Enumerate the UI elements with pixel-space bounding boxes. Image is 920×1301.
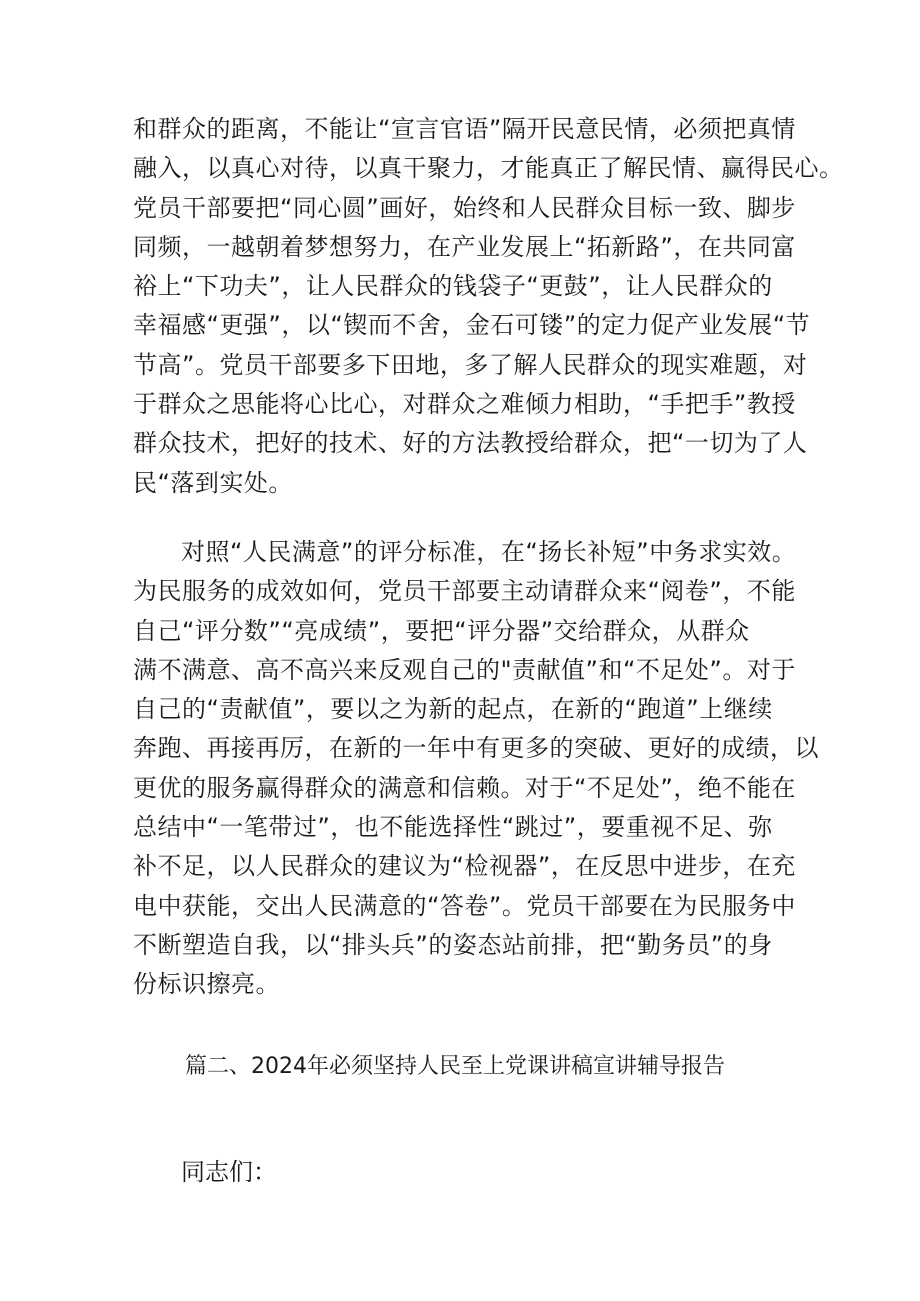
paragraph-line: 满不满意、高不高兴来反观自己的"责献值”和“不足处”。对于 [133, 655, 796, 684]
paragraph-line: 总结中“一笔带过”，也不能选择性“跳过”，要重视不足、弥 [133, 813, 773, 842]
paragraph-line: 电中获能，交出人民满意的“答卷”。党员干部要在为民服务中 [133, 891, 796, 920]
paragraph-2 [133, 533, 819, 1005]
paragraph-1 [133, 110, 844, 503]
paragraph-line: 为民服务的成效如何，党员干部要主动请群众来“阅卷”，不能 [133, 577, 796, 606]
paragraph-line: 裕上“下功夫”，让人民群众的钱袋子“更鼓”，让人民群众的 [133, 272, 773, 301]
paragraph-line: 幸福感“更强”，以“锲而不舍，金石可镂”的定力促产业发展“节 [133, 311, 811, 340]
paragraph-line: 融入，以真心对待，以真干聚力，才能真正了解民情、赢得民心。 [133, 154, 844, 183]
paragraph-line: 不断塑造自我，以“排头兵”的姿态站前排，把“勤务员”的身 [133, 930, 773, 959]
paragraph-line: 自己的“责献值”，要以之为新的起点，在新的“跑道”上继续 [133, 695, 773, 724]
paragraph-line: 份标识擦亮。 [133, 970, 280, 999]
paragraph-line: 节高”。党员干部要多下田地，多了解人民群众的现实难题，对 [133, 350, 808, 379]
paragraph-line: 对照“人民满意”的评分标准，在“扬长补短”中务求实效。 [181, 538, 797, 566]
greeting-line: 同志们： [181, 1158, 277, 1186]
paragraph-line: 群众技术，把好的技术、好的方法教授给群众，把“一切为了人 [133, 429, 808, 458]
paragraph-line: 于群众之思能将心比心，对群众之难倾力相助，“手把手”教授 [133, 390, 796, 419]
paragraph-line: 更优的服务赢得群众的满意和信赖。对于“不足处”，绝不能在 [133, 773, 796, 802]
paragraph-line: 同频，一越朝着梦想努力，在产业发展上“拓新路”，在共同富 [133, 232, 796, 261]
paragraph-line: 补不足，以人民群众的建议为“检视器”，在反思中进步，在充 [133, 852, 796, 881]
paragraph-line: 自己“评分数”“亮成绩”，要把“评分器”交给群众，从群众 [133, 616, 750, 645]
paragraph-line: 党员干部要把“同心圆”画好，始终和人民群众目标一致、脚步 [133, 193, 796, 222]
paragraph-line: 和群众的距离，不能让“宣言官语”隔开民意民情，必须把真情 [133, 115, 796, 143]
paragraph-line: 民“落到实处。 [133, 468, 293, 497]
paragraph-line: 奔跑、再接再厉，在新的一年中有更多的突破、更好的成绩，以 [133, 734, 819, 763]
section-heading: 篇二、2024年必须坚持人民至上党课讲稿宣讲辅导报告 [185, 1054, 725, 1079]
